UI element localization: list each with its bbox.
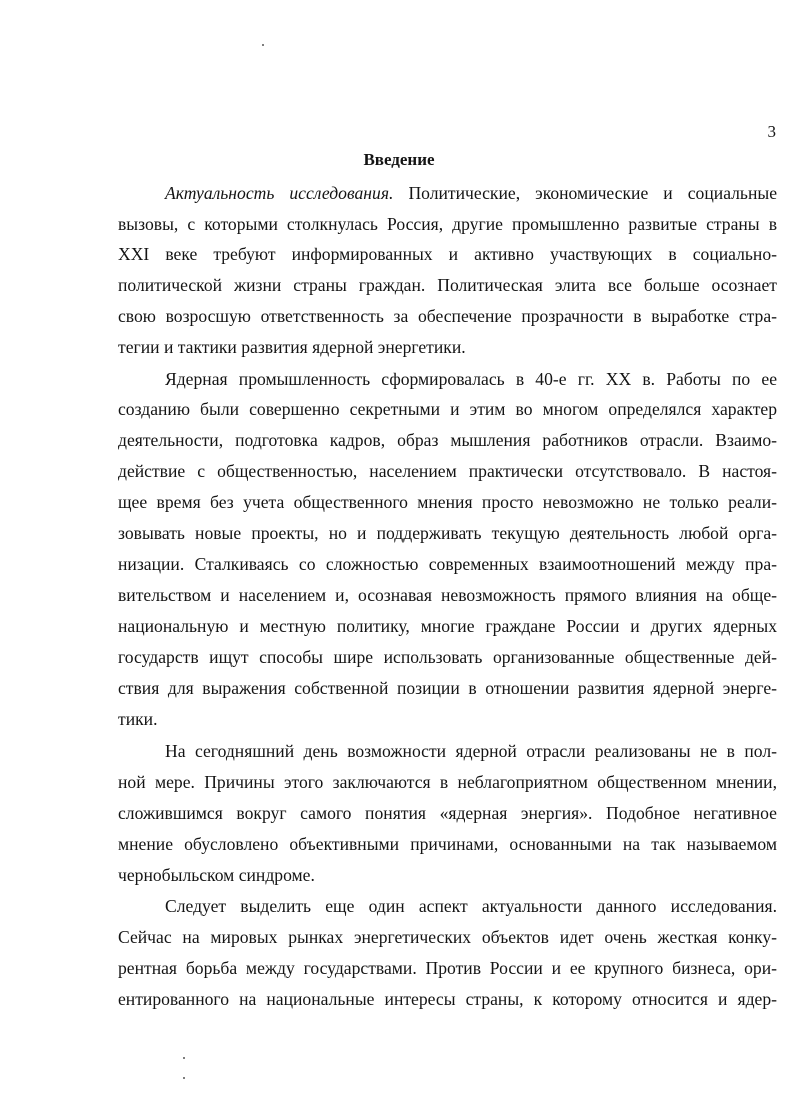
- text-line: тегии и тактики развития ядерной энергетики.: [118, 337, 466, 357]
- text-line: государств ищут способы шире использовать организованные общественные дей-: [118, 647, 777, 667]
- page-number: 3: [767, 122, 776, 141]
- text-line: свою возросшую ответственность за обеспечение прозрачности в выработке стра-: [118, 306, 777, 326]
- text-line: рентная борьба между государствами. Против России и ее крупного бизнеса, ори-: [118, 958, 777, 978]
- text-line: ствия для выражения собственной позиции в отношении развития ядерной энерге-: [118, 678, 777, 698]
- text-line: [165, 183, 777, 203]
- text-line: Сейчас на мировых рынках энергетических объектов идет очень жесткая конку-: [118, 927, 777, 947]
- text-line: действие с общественностью, населением практически отсутствовало. В настоя-: [118, 461, 777, 481]
- text-line: Ядерная промышленность сформировалась в 40-е гг. XX в. Работы по ее: [165, 369, 777, 389]
- text-span: Политические, экономические и социальные: [393, 183, 778, 203]
- text-line: На сегодняшний день возможности ядерной отрасли реализованы не в пол-: [165, 741, 777, 761]
- italic-lead: Актуальность исследования.: [165, 183, 394, 203]
- text-line: XXI веке требуют информированных и активно участвующих в социально-: [118, 244, 777, 264]
- text-line: ной мере. Причины этого заключаются в неблагоприятном общественном мнении,: [118, 772, 777, 792]
- page-title: Введение: [363, 150, 435, 169]
- text-line: вызовы, с которыми столкнулась Россия, другие промышленно развитые страны в: [118, 214, 777, 234]
- text-line: сложившимся вокруг самого понятия «ядерная энергия». Подобное негативное: [118, 803, 777, 823]
- text-line: политической жизни страны граждан. Политическая элита все больше осознает: [118, 275, 777, 295]
- text-line: щее время без учета общественного мнения просто невозможно не только реали-: [118, 492, 777, 512]
- text-line: вительством и населением и, осознавая невозможность прямого влияния на обще-: [118, 585, 777, 605]
- scan-speck: [262, 44, 264, 46]
- text-line: низации. Сталкиваясь со сложностью современных взаимоотношений между пра-: [118, 554, 777, 574]
- text-line: тики.: [118, 709, 158, 729]
- text-line: ентированного на национальные интересы страны, к которому относится и ядер-: [118, 989, 777, 1009]
- text-line: созданию были совершенно секретными и этим во многом определялся характер: [118, 399, 777, 419]
- text-line: Следует выделить еще один аспект актуальности данного исследования.: [165, 896, 777, 916]
- text-line: деятельности, подготовка кадров, образ мышления работников отрасли. Взаимо-: [118, 430, 777, 450]
- text-line: зовывать новые проекты, но и поддерживать текущую деятельность любой орга-: [118, 523, 777, 543]
- scan-speck: [183, 1057, 185, 1059]
- scan-speck: [183, 1077, 185, 1079]
- text-line: национальную и местную политику, многие граждане России и других ядерных: [118, 616, 777, 636]
- text-line: чернобыльском синдроме.: [118, 865, 315, 885]
- text-line: мнение обусловлено объективными причинами, основанными на так называемом: [118, 834, 777, 854]
